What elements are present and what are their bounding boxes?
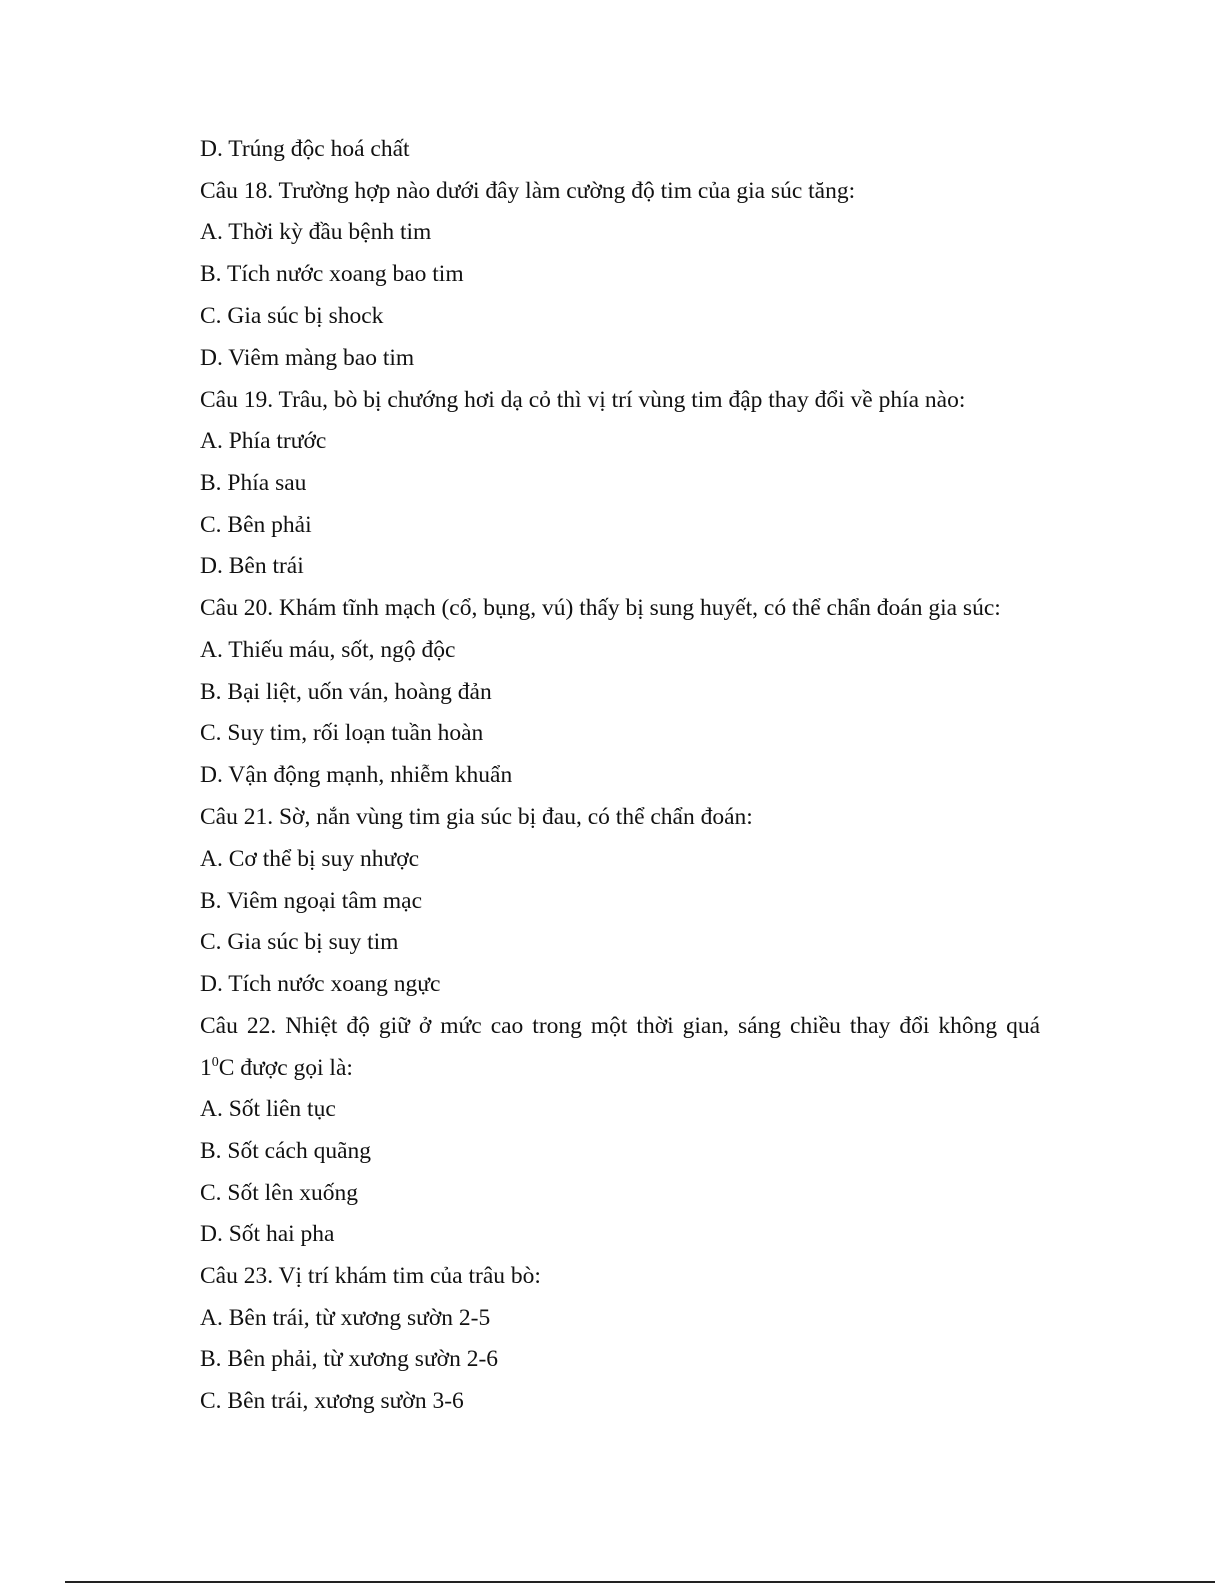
question-23: Câu 23. Vị trí khám tim của trâu bò: bbox=[200, 1263, 541, 1289]
option-line: C. Suy tim, rối loạn tuần hoàn bbox=[200, 720, 484, 746]
q22-superscript: 0 bbox=[211, 1055, 219, 1070]
question-20: Câu 20. Khám tĩnh mạch (cổ, bụng, vú) thấy bị sung huyết, có thể chẩn đoán gia súc: bbox=[200, 595, 1001, 621]
option-line: D. Tích nước xoang ngực bbox=[200, 971, 441, 997]
option-line: A. Cơ thể bị suy nhược bbox=[200, 846, 420, 872]
option-line: A. Phía trước bbox=[200, 428, 327, 454]
option-line: A. Thiếu máu, sốt, ngộ độc bbox=[200, 637, 456, 663]
option-line: D. Sốt hai pha bbox=[200, 1221, 335, 1247]
question-18: Câu 18. Trường hợp nào dưới đây làm cường độ tim của gia súc tăng: bbox=[200, 178, 856, 204]
option-line: A. Bên trái, từ xương sườn 2-5 bbox=[200, 1305, 491, 1331]
q22-base: 1 bbox=[200, 1055, 212, 1081]
option-line: C. Sốt lên xuống bbox=[200, 1180, 358, 1206]
option-line: C. Bên trái, xương sườn 3-6 bbox=[200, 1388, 464, 1414]
option-line: A. Sốt liên tục bbox=[200, 1096, 336, 1122]
option-line: D. Viêm màng bao tim bbox=[200, 345, 415, 371]
page-bottom-rule bbox=[65, 1581, 1215, 1583]
q22-rest: C được gọi là: bbox=[218, 1055, 353, 1081]
question-22: Câu 22. Nhiệt độ giữ ở mức cao trong một thời gian, sáng chiều thay đổi không quá bbox=[200, 1013, 1040, 1039]
option-line: B. Sốt cách quãng bbox=[200, 1138, 371, 1164]
option-line: B. Phía sau bbox=[200, 470, 307, 496]
question-19: Câu 19. Trâu, bò bị chướng hơi dạ cỏ thì vị trí vùng tim đập thay đổi về phía nào: bbox=[200, 387, 966, 413]
option-line: C. Gia súc bị shock bbox=[200, 303, 384, 329]
option-line: D. Bên trái bbox=[200, 553, 304, 579]
option-line: B. Bên phải, từ xương sườn 2-6 bbox=[200, 1346, 499, 1372]
option-line: C. Gia súc bị suy tim bbox=[200, 929, 399, 955]
text-line: D. Trúng độc hoá chất bbox=[200, 136, 410, 162]
option-line: D. Vận động mạnh, nhiễm khuẩn bbox=[200, 762, 513, 788]
option-line: B. Viêm ngoại tâm mạc bbox=[200, 888, 423, 914]
option-line: B. Tích nước xoang bao tim bbox=[200, 261, 464, 287]
question-22-continuation bbox=[200, 1053, 353, 1083]
option-line: A. Thời kỳ đầu bệnh tim bbox=[200, 219, 432, 245]
question-21: Câu 21. Sờ, nắn vùng tim gia súc bị đau, có thể chẩn đoán: bbox=[200, 804, 753, 830]
option-line: C. Bên phải bbox=[200, 512, 312, 538]
option-line: B. Bại liệt, uốn ván, hoàng đản bbox=[200, 679, 492, 705]
